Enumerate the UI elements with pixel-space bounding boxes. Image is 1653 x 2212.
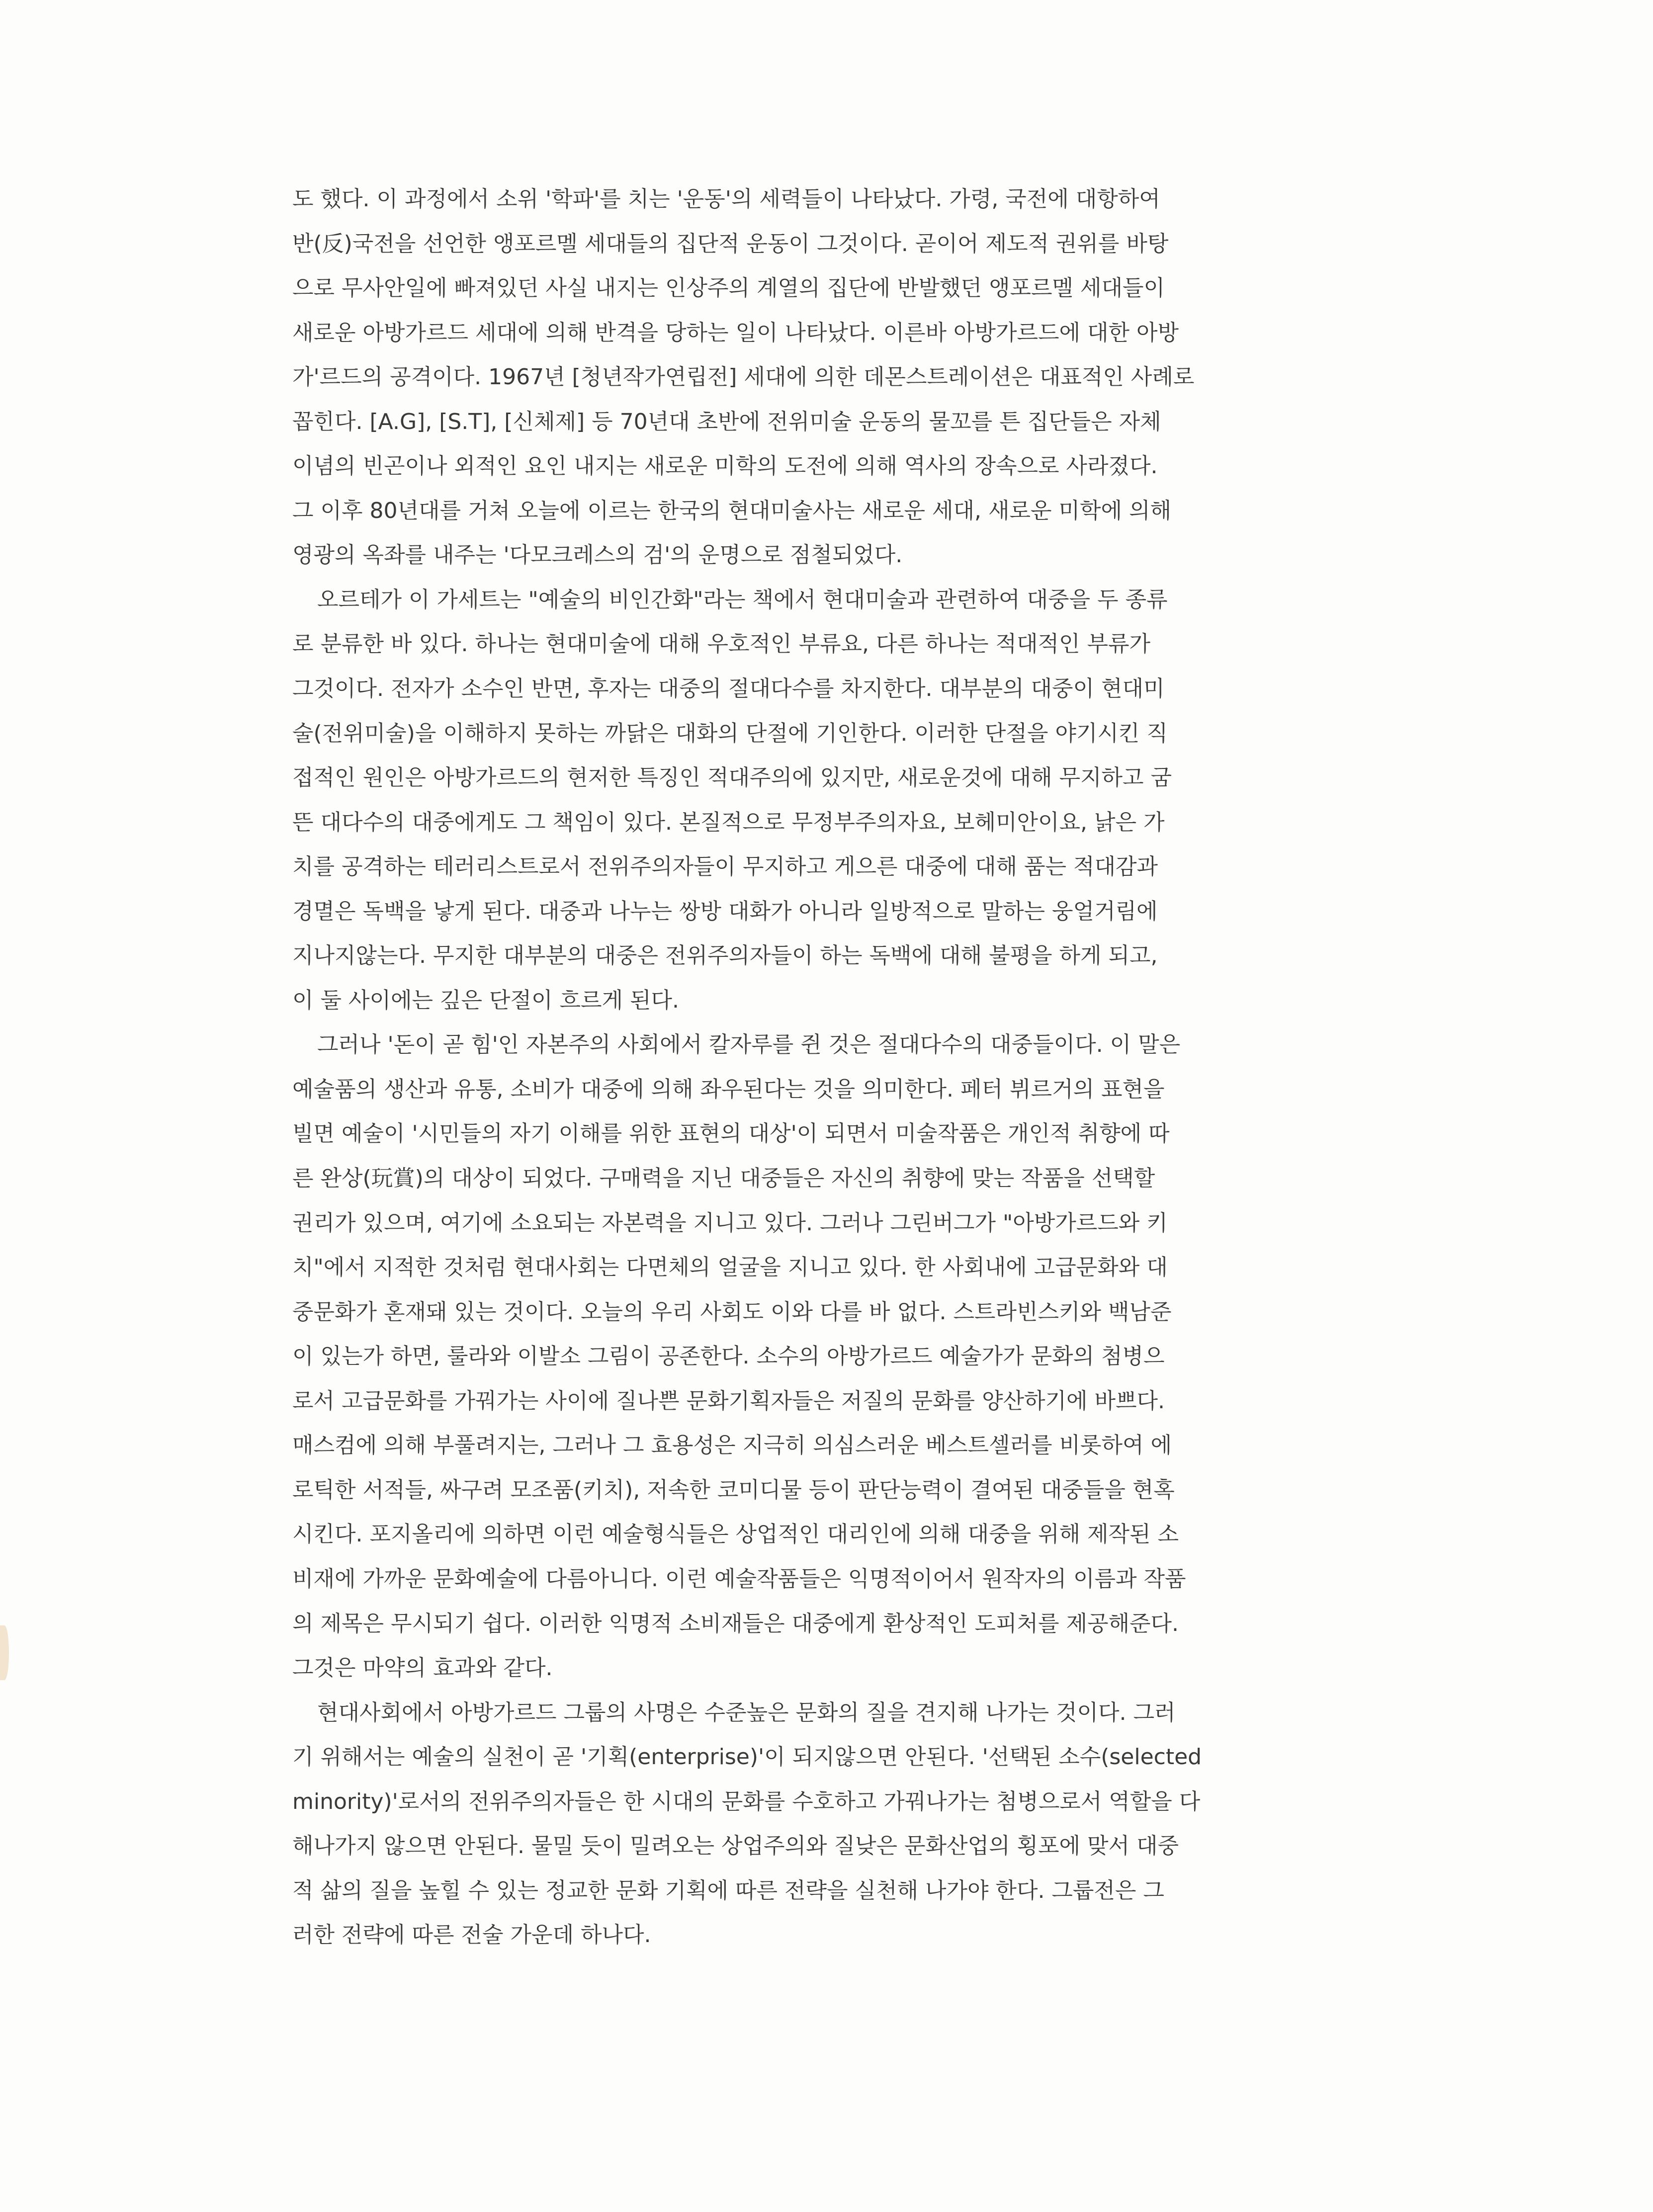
text-line: 이념의 빈곤이나 외적인 요인 내지는 새로운 미학의 도전에 의해 역사의 장속으로 사라졌다. xyxy=(292,453,1158,479)
text-line: 의 제목은 무시되기 쉽다. 이러한 익명적 소비재들은 대중에게 환상적인 도피처를 제공해준다. xyxy=(292,1611,1179,1636)
text-line: 러한 전략에 따른 전술 가운데 하나다. xyxy=(292,1922,651,1948)
text-line: 비재에 가까운 문화예술에 다름아니다. 이런 예술작품들은 익명적이어서 원작자의 이름과 작품 xyxy=(292,1566,1186,1592)
text-line: 이 둘 사이에는 깊은 단절이 흐르게 된다. xyxy=(292,987,679,1013)
paragraph-2 xyxy=(292,578,1364,1022)
text-line: minority)'로서의 전위주의자들은 한 시대의 문화를 수호하고 가꿔나가는 첨병으로서 역할을 다 xyxy=(292,1788,1201,1814)
text-line: 해나가지 않으면 안된다. 물밀 듯이 밀려오는 상업주의와 질낮은 문화산업의 횡포에 맞서 대중 xyxy=(292,1833,1179,1859)
text-line: 뜬 대다수의 대중에게도 그 책임이 있다. 본질적으로 무정부주의자요, 보헤미안이요, 낡은 가 xyxy=(292,809,1165,835)
text-line: 경멸은 독백을 낳게 된다. 대중과 나누는 쌍방 대화가 아니라 일방적으로 말하는 웅얼거림에 xyxy=(292,898,1158,924)
text-line: 른 완상(玩賞)의 대상이 되었다. 구매력을 지닌 대중들은 자신의 취향에 맞는 작품을 선택할 xyxy=(292,1166,1155,1191)
text-line: 빌면 예술이 '시민들의 자기 이해를 위한 표현의 대상'이 되면서 미술작품은 개인적 취향에 따 xyxy=(292,1121,1170,1147)
text-line: 적 삶의 질을 높힐 수 있는 정교한 문화 기획에 따른 전략을 실천해 나가야 한다. 그룹전은 그 xyxy=(292,1877,1164,1903)
text-line: 그것이다. 전자가 소수인 반면, 후자는 대중의 절대다수를 차지한다. 대부분의 대중이 현대미 xyxy=(292,676,1165,702)
body-text xyxy=(292,177,1364,1957)
text-line: 영광의 옥좌를 내주는 '다모크레스의 검'의 운명으로 점철되었다. xyxy=(292,542,903,568)
text-line: 오르테가 이 가세트는 "예술의 비인간화"라는 책에서 현대미술과 관련하여 대중을 두 종류 xyxy=(317,587,1168,612)
paragraph-4 xyxy=(292,1691,1364,1957)
text-line: 예술품의 생산과 유통, 소비가 대중에 의해 좌우된다는 것을 의미한다. 페터 뷔르거의 표현을 xyxy=(292,1076,1165,1102)
text-line: 로틱한 서적들, 싸구려 모조품(키치), 저속한 코미디물 등이 판단능력이 결여된 대중들을 현혹 xyxy=(292,1477,1175,1503)
text-line: 지나지않는다. 무지한 대부분의 대중은 전위주의자들이 하는 독백에 대해 불평을 하게 되고, xyxy=(292,943,1158,969)
paragraph-3 xyxy=(292,1022,1364,1690)
text-line: 반(反)국전을 선언한 앵포르멜 세대들의 집단적 운동이 그것이다. 곧이어 제도적 권위를 바탕 xyxy=(292,231,1169,256)
text-line: 꼽힌다. [A.G], [S.T], [신체제] 등 70년대 초반에 전위미술 운동의 물꼬를 튼 집단들은 자체 xyxy=(292,409,1161,434)
text-line: 새로운 아방가르드 세대에 의해 반격을 당하는 일이 나타났다. 이른바 아방가르드에 대한 아방 xyxy=(292,320,1179,345)
text-line: 도 했다. 이 과정에서 소위 '학파'를 치는 '운동'의 세력들이 나타났다. 가령, 국전에 대항하여 xyxy=(292,186,1160,212)
text-line: 중문화가 혼재돼 있는 것이다. 오늘의 우리 사회도 이와 다를 바 없다. 스트라빈스키와 백남준 xyxy=(292,1299,1172,1325)
text-line: 술(전위미술)을 이해하지 못하는 까닭은 대화의 단절에 기인한다. 이러한 단절을 야기시킨 직 xyxy=(292,720,1168,746)
text-line: 로 분류한 바 있다. 하나는 현대미술에 대해 우호적인 부류요, 다른 하나는 적대적인 부류가 xyxy=(292,631,1150,657)
text-line: 시킨다. 포지올리에 의하면 이런 예술형식들은 상업적인 대리인에 의해 대중을 위해 제작된 소 xyxy=(292,1522,1179,1547)
text-line: 기 위해서는 예술의 실천이 곧 '기획(enterprise)'이 되지않으면 안된다. '선택된 소수(selected xyxy=(292,1744,1202,1770)
text-line: 접적인 원인은 아방가르드의 현저한 특징인 적대주의에 있지만, 새로운것에 대해 무지하고 굼 xyxy=(292,765,1172,791)
page-edge-stain xyxy=(0,1625,9,1680)
text-line: 매스컴에 의해 부풀려지는, 그러나 그 효용성은 지극히 의심스러운 베스트셀러를 비롯하여 에 xyxy=(292,1433,1172,1458)
text-line: 치"에서 지적한 것처럼 현대사회는 다면체의 얼굴을 지니고 있다. 한 사회내에 고급문화와 대 xyxy=(292,1255,1168,1280)
text-line: 그것은 마약의 효과와 같다. xyxy=(292,1655,553,1681)
text-line: 권리가 있으며, 여기에 소요되는 자본력을 지니고 있다. 그러나 그린버그가 "아방가르드와 키 xyxy=(292,1210,1168,1236)
text-line: 으로 무사안일에 빠져있던 사실 내지는 인상주의 계열의 집단에 반발했던 앵포르멜 세대들이 xyxy=(292,275,1165,301)
text-line: 그러나 '돈이 곧 힘'인 자본주의 사회에서 칼자루를 쥔 것은 절대다수의 대중들이다. 이 말은 xyxy=(317,1032,1181,1058)
text-line: 그 이후 80년대를 거쳐 오늘에 이르는 한국의 현대미술사는 새로운 세대, 새로운 미학에 의해 xyxy=(292,498,1171,523)
text-line: 로서 고급문화를 가꿔가는 사이에 질나쁜 문화기획자들은 저질의 문화를 양산하기에 바쁘다. xyxy=(292,1388,1165,1414)
text-line: 가'르드의 공격이다. 1967년 [청년작가연립전] 세대에 의한 데몬스트레이션은 대표적인 사례로 xyxy=(292,364,1195,390)
paragraph-1 xyxy=(292,177,1364,578)
text-line: 치를 공격하는 테러리스트로서 전위주의자들이 무지하고 게으른 대중에 대해 품는 적대감과 xyxy=(292,854,1158,880)
text-line: 현대사회에서 아방가르드 그룹의 사명은 수준높은 문화의 질을 견지해 나가는 것이다. 그러 xyxy=(317,1700,1176,1725)
text-line: 이 있는가 하면, 룰라와 이발소 그림이 공존한다. 소수의 아방가르드 예술가가 문화의 첨병으 xyxy=(292,1344,1165,1369)
